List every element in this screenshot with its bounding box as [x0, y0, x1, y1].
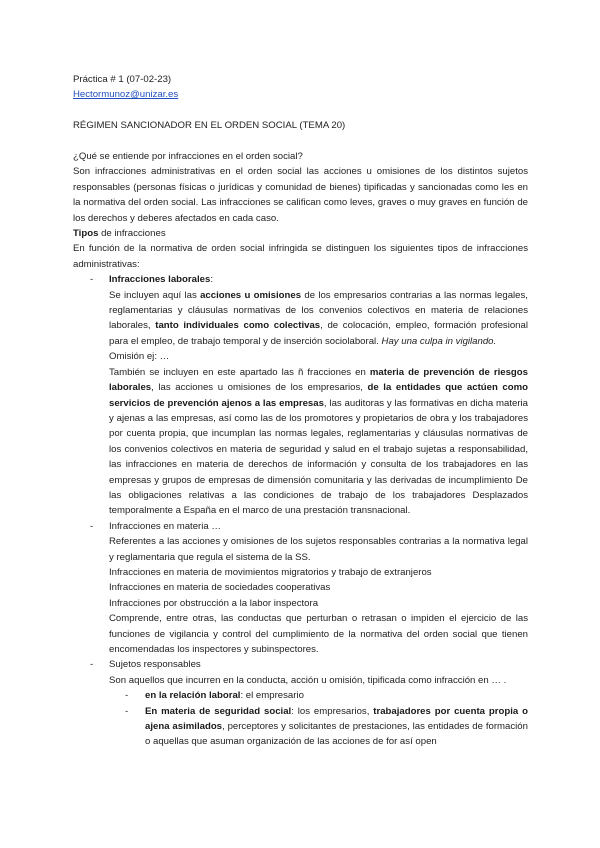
- list-item-laborales: [73, 272, 528, 287]
- spacer: [73, 103, 528, 118]
- bold-run: de la entidades que actúen como servicios de prevención ajenos a las empresas: [109, 382, 529, 409]
- laborales-omision: Omisión ej: …: [109, 351, 170, 363]
- list-item-sujetos: [73, 657, 528, 672]
- sub-item-seguridad-social: [73, 704, 528, 750]
- list-dash: -: [90, 659, 94, 671]
- intro-question: ¿Qué se entiende por infracciones en el orden social?: [73, 151, 303, 162]
- laborales-paragraph-1: [73, 288, 528, 350]
- document-title: RÉGIMEN SANCIONADOR EN EL ORDEN SOCIAL (TEMA 20): [73, 120, 346, 132]
- materia-line-obstruccion: Infracciones por obstrucción a la labor inspectora: [109, 597, 319, 609]
- sub-list-dash: -: [125, 690, 129, 702]
- materia-paragraph-1: Referentes a las acciones y omisiones de los sujetos responsables contrarias a la normativa legal y reglamentaria que regula el sistema de la SS.: [109, 536, 528, 563]
- italic-run: Hay una culpa in vigilando.: [381, 335, 497, 347]
- list-dash: -: [90, 520, 94, 532]
- practice-title: Práctica # 1 (07-02-23): [73, 74, 172, 85]
- sujetos-intro: Son aquellos que incurren en la conducta, acción u omisión, tipificada como infracción en … .: [109, 674, 507, 686]
- bold-run: materia de prevención de riesgos laborales: [109, 366, 528, 394]
- types-heading-rest: de infracciones: [98, 228, 166, 240]
- list-item-materia: [73, 519, 528, 534]
- types-heading-bold: Tipos: [73, 228, 99, 240]
- sub-item-relacion-laboral: [73, 688, 528, 703]
- sub1-bold: en la relación laboral: [145, 690, 241, 702]
- text-run: de los empresarios contrarias a las normas legales, reglamentarias y cláusulas normativas de los convenios colectivos en materia de relaciones laborales,: [109, 289, 528, 332]
- materia-paragraph-5: Comprende, entre otras, las conductas que perturban o retrasan o impiden el ejercicio de las funciones de vigilancia y control del cumplimiento de la normativa del orden social que tienen encomendadas los inspectores y subinspectores.: [109, 613, 528, 655]
- laborales-title: Infracciones laborales: [109, 274, 211, 286]
- list-dash: -: [90, 274, 94, 286]
- sujetos-title: Sujetos responsables: [109, 659, 201, 671]
- email-line: [73, 87, 528, 102]
- intro-answer: Son infracciones administrativas en el orden social las acciones u omisiones de los distintos sujetos responsables (personas físicas o jurídicas y comunidad de bienes) tipificadas y sancionadas como les en la normativa del orden social. Las infracciones se califican como leves, graves o muy graves en función de los derechos y deberes afectados en cada caso.: [73, 166, 528, 224]
- materia-line-cooperativas: Infracciones en materia de sociedades cooperativas: [109, 582, 331, 594]
- email-link[interactable]: Hectormunoz@unizar.es: [73, 89, 179, 101]
- materia-title: Infracciones en materia …: [109, 520, 221, 532]
- text-run: , de colocación, empleo, formación profesional para el empleo, de trabajo temporal y de inserción sociolaboral.: [109, 320, 528, 347]
- sub2-bold-1: En materia de seguridad social: [145, 705, 292, 717]
- types-heading: [73, 226, 528, 241]
- laborales-paragraph-2: [73, 365, 528, 519]
- materia-line-migratorios: Infracciones en materia de movimientos migratorios y trabajo de extranjeros: [109, 566, 432, 578]
- laborales-title-colon: :: [210, 274, 213, 286]
- spacer: [73, 134, 528, 149]
- document-body: [73, 72, 528, 750]
- sub2-text-1: : los empresarios,: [291, 705, 374, 717]
- sub1-rest: : el empresario: [240, 690, 304, 702]
- text-run: También se incluyen en este apartado las ñ fracciones en: [109, 366, 370, 378]
- sub-list-dash: -: [125, 705, 129, 717]
- text-run: , las acciones u omisiones de los empresarios,: [151, 382, 368, 394]
- sub2-bold-2: trabajadores por cuenta propia o ajena asimilados: [145, 705, 528, 733]
- bold-run: acciones u omisiones: [200, 289, 302, 301]
- text-run: Se incluyen aquí las: [109, 289, 201, 301]
- text-run: , las auditoras y las formativas en dicha materia y ajenas a las empresas, así como las de los promotores y propietarios de obra y los trabajadores por cuenta propia, que incumplan las normas legales, reglamentarias y cláusulas normativas de los convenios colectivos en materia de seguridad y salud en el trabajo sujetas a responsabilidad, las infracciones en materia de derechos de información y consulta de los trabajadores en las empresas y grupos de empresas de dimensión comunitaria y las derivadas de incumplimiento De las obligaciones relativas a las condiciones de trabajo de los trabajadores Desplazados temporalmente a España en el marco de una prestación transnacional.: [109, 397, 528, 517]
- sub2-text-2: , perceptores y solicitantes de prestaciones, las entidades de formación o aquellas que asuman organización de las acciones de for así open: [145, 721, 528, 748]
- bold-run: tanto individuales como colectivas: [155, 320, 321, 332]
- types-intro: En función de la normativa de orden social infringida se distinguen los siguientes tipos de infracciones administrativas:: [73, 243, 528, 270]
